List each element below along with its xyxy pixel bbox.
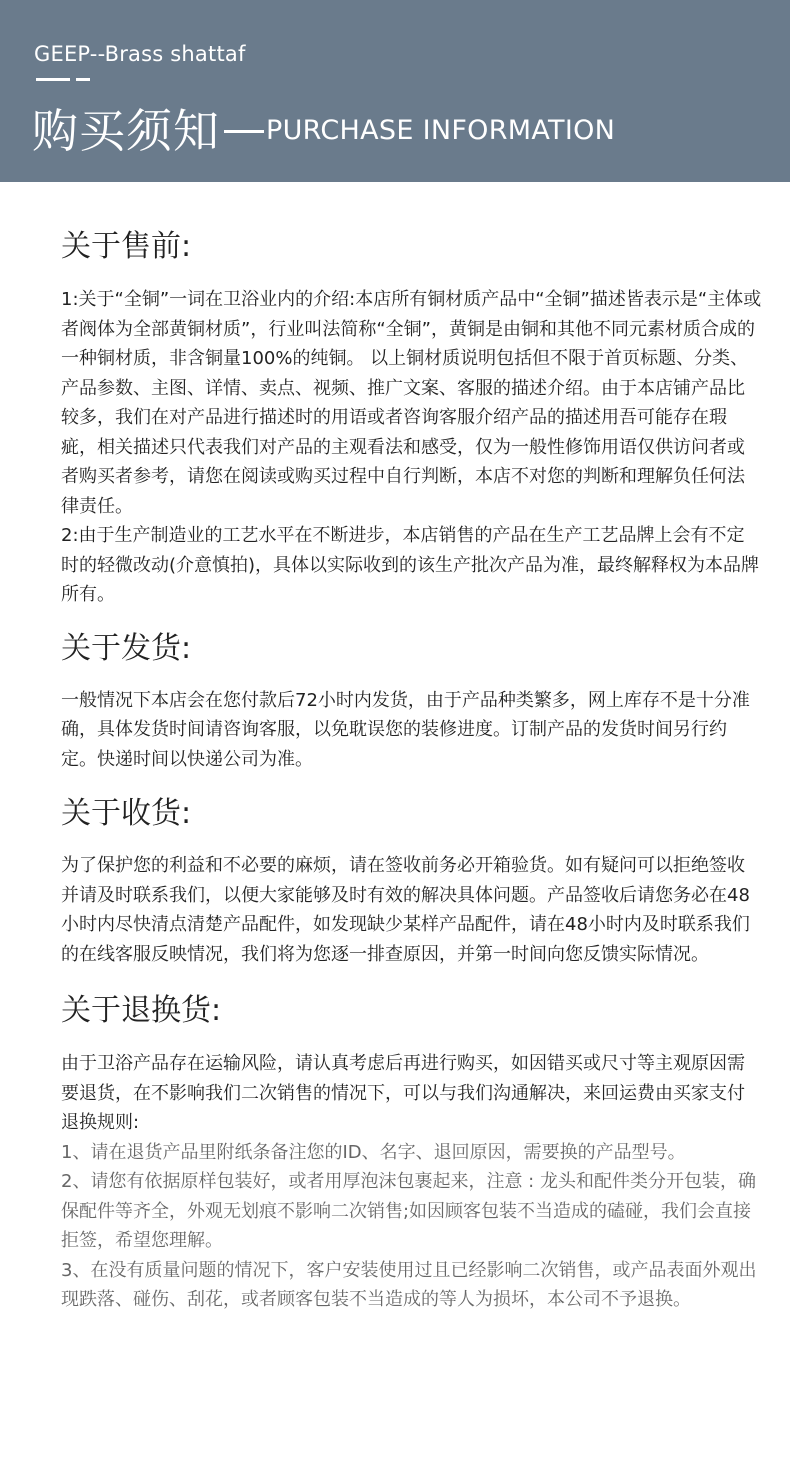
pre-sale-paragraph-2: 2:由于生产制造业的工艺水平在不断进步，本店销售的产品在生产工艺品牌上会有不定时的轻微改动(介意慎拍)，具体以实际收到的该生产批次产品为准，最终解释权为本品牌所有。 (61, 525, 760, 605)
page-title-english: PURCHASE INFORMATION (266, 115, 616, 146)
section-title-returns: 关于退换货: (61, 993, 222, 1028)
header-banner (0, 0, 790, 182)
section-title-shipping: 关于发货: (61, 630, 192, 666)
receiving-paragraph: 为了保护您的利益和不必要的麻烦，请在签收前务必开箱验货。如有疑问可以拒绝签收并请及时联系我们，以便大家能够及时有效的解决具体问题。产品签收后请您务必在48小时内尽快清点清楚产品配件，如发现缺少某样产品配件，请在48小时内及时联系我们的在线客服反映情况，我们将为您逐一排查原因，并第一时间向您反馈实际情况。 (61, 855, 750, 965)
info-content (0, 229, 790, 1315)
returns-rule-1: 1、请在退货产品里附纸条备注您的ID、名字、退回原因，需要换的产品型号。 (61, 1141, 686, 1163)
page-title-chinese: 购买须知 (32, 104, 220, 158)
brand-name: GEEP--Brass shattaf (34, 42, 246, 66)
returns-rule-2: 2、请您有依据原样包装好，或者用厚泡沫包裹起来，注意 : 龙头和配件类分开包装，确保配件等齐全，外观无划痕不影响二次销售;如因顾客包装不当造成的磕碰，我们会直接拒签，希望您理解。 (61, 1171, 756, 1251)
title-dash (224, 130, 264, 133)
brand-underline (36, 78, 92, 81)
shipping-paragraph: 一般情况下本店会在您付款后72小时内发货，由于产品种类繁多，网上库存不是十分准确，具体发货时间请咨询客服，以免耽误您的装修进度。订制产品的发货时间另行约定。快递时间以快递公司为准。 (61, 689, 750, 770)
returns-rule-3: 3、在没有质量问题的情况下，客户安装使用过且已经影响二次销售，或产品表面外观出现跌落、碰伤、刮花，或者顾客包装不当造成的等人为损坏，本公司不予退换。 (61, 1259, 757, 1310)
section-title-receiving: 关于收货: (61, 796, 192, 831)
brand-underline-short (76, 78, 90, 81)
pre-sale-paragraph-1: 1:关于“全铜”一词在卫浴业内的介绍:本店所有铜材质产品中“全铜”描述皆表示是“主体或者阀体为全部黄铜材质”，行业叫法简称“全铜”，黄铜是由铜和其他不同元素材质合成的一种铜材质，非含铜量100%的纯铜。 以上铜材质说明包括但不限于首页标题、分类、产品参数、主图、详情、卖点、视频、推广文案、客服的描述介绍。由于本店铺产品比较多，我们在对产品进行描述时的用语或者咨询客服介绍产品的描述用吾可能存在瑕疵，相关描述只代表我们对产品的主观看法和感受，仅为一般性修饰用语仅供访问者或者购买者参考，请您在阅读或购买过程中自行判断，本店不对您的判断和理解负任何法律责任。 (61, 289, 762, 517)
brand-underline-long (36, 78, 70, 81)
returns-intro-paragraph: 由于卫浴产品存在运输风险，请认真考虑后再进行购买，如因错买或尺寸等主观原因需要退货，在不影响我们二次销售的情况下，可以与我们沟通解决，来回运费由买家支付退换规则: (61, 1053, 745, 1133)
section-title-pre-sale: 关于售前: (61, 229, 192, 264)
page-title (32, 103, 615, 159)
